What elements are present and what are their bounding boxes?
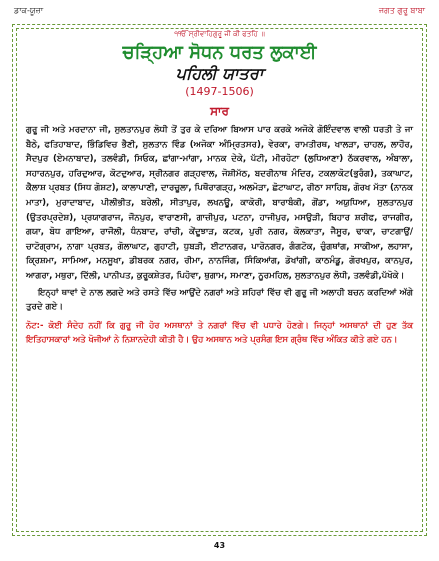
running-header-right: ਜਗਤ ਗੁਰੂ ਬਾਬਾ [378,6,425,15]
running-header-left: ਡਾਕ-ਯੂਜ਼ਾ [14,6,44,15]
chapter-years: (1497-1506) [185,85,254,98]
page-content [26,28,413,347]
second-paragraph: ਇਨ੍ਹਾਂ ਥਾਵਾਂ ਦੇ ਨਾਲ ਲਗਦੇ ਅਤੇ ਰਸਤੇ ਵਿੱਚ ਆਉਂਦੇ ਨਗਰਾਂ ਅਤੇ ਸ਼ਹਿਰਾਂ ਵਿੱਚ ਵੀ ਗੁਰੂ ਜੀ ਅਲਾਹੀ ਬਚਨ ਕਰਦਿਆਂ ਅੱਗੇ ਤੁਰਦੇ ਗਏ। [26,287,413,313]
chapter-title: ਚੜ੍ਹਿਆ ਸੋਧਨ ਧਰਤ ਲੁਕਾਈ [122,42,317,63]
note-paragraph: ਨੋਟ:- ਕੋਈ ਸੰਦੇਹ ਨਹੀਂ ਕਿ ਗੁਰੂ ਜੀ ਹੋਰ ਅਸਥਾਨਾਂ ਤੇ ਨਗਰਾਂ ਵਿੱਚ ਵੀ ਪਧਾਰੇ ਹੋਣਗੇ। ਜਿਨ੍ਹਾਂ ਅਸਥਾਨਾਂ ਦੀ ਹੁਣ ਤੱਕ ਇਤਿਹਾਸਕਾਰਾਂ ਅਤੇ ਖੋਜੀਆਂ ਨੇ ਨਿਸ਼ਾਨਦੇਹੀ ਕੀਤੀ ਹੈ। ਉਹ ਅਸਥਾਨ ਅਤੇ ਪ੍ਰਸੰਗ ਇਸ ਗ੍ਰੰਥ ਵਿੱਚ ਅੰਕਿਤ ਕੀਤੇ ਗਏ ਹਨ। [26,319,413,345]
invocation-line: ੧ੴ ਸ੍ਰੀਵਾਹਿਗੁਰੂ ਜੀ ਕੀ ਫਤਹਿ ॥ [174,30,265,38]
summary-paragraph: ਗੁਰੂ ਜੀ ਅਤੇ ਮਰਦਾਨਾ ਜੀ, ਸੁਲਤਾਨਪੁਰ ਲੋਧੀ ਤੋਂ ਤੁਰ ਕੇ ਦਰਿਆ ਬਿਆਸ ਪਾਰ ਕਰਕੇ ਅਜੋਕੇ ਗੋਇੰਦਵਾਲ ਵਾਲੀ ਧਰਤੀ ਤੇ ਜਾ ਬੈਠੇ, ਫਤਿਹਾਬਾਦ, ਭਿੰਡਿਵਿਚ ਭੈਣੀ, ਸੁਲਤਾਨ ਵਿੰਡ (ਅਜੋਕਾ ਅੰਮ੍ਰਿਤਸਰ), ਵੇਰਕਾ, ਰਾਮਤੀਰਥ, ਖਾਲੜਾ, ਚਾਹਲ, ਲਾਹੌਰ, ਸੈਦਪੁਰ (ਏਮਨਾਬਾਦ), ਤਲਵੰਡੀ, ਸਿਓਕ, ਛਾਂਗਾ-ਮਾਂਗਾ, ਮਾਨਕ ਦੇਕੇ, ਪੱਟੀ, ਮੀਰਹੋਟਾ (ਲੁਧਿਆਣਾ) ਠੱਕਰਵਾਲ, ਅੰਬਾਲਾ, ਸਹਾਰਨਪੁਰ, ਹਰਿਦੁਆਰ, ਕੋਟਦੁਆਰ, ਸ੍ਰੀਨਗਰ ਗੜ੍ਹਵਾਲ, ਜੋਸ਼ੀਮੱਠ, ਬਦਰੀਨਾਥ ਮੰਦਿਰ, ਟਕਲਾਕੋਟ(ਭੁਰੰਗ), ਤਕਾਘਾਟ, ਕੈਲਾਸ਼ ਪ੍ਰਬਤ (ਸਿਧ ਗੋਸ਼ਟ), ਕਾਲਾਪਾਣੀ, ਦਾਰਚੂਲਾ, ਪਿਥੌਰਾਗੜ੍ਹ, ਅਲਮੋੜਾ, ਛੋਟਾਘਾਟ, ਰੀਠਾ ਸਾਹਿਬ, ਗੋਰਖ ਮੱਤਾ (ਨਾਨਕ ਮਾਤਾ), ਮੁਰਾਦਾਬਾਦ, ਪੀਲੀਭੀਤ, ਬਰੇਲੀ, ਸੀਤਾਪੁਰ, ਲਖਨਊ, ਕਾਕੋਰੀ, ਬਾਰਾਬੰਕੀ, ਗੋਂਡਾ, ਅਯੁਧਿਆ, ਸੁਲਤਾਨਪੁਰ (ਉਤਰਪ੍ਰਦੇਸ਼), ਪ੍ਰਯਾਗਰਾਜ, ਜੌਨਪੁਰ, ਵਾਰਾਣਸੀ, ਗਾਜ਼ੀਪੁਰ, ਪਟਨਾ, ਹਾਜੀਪੁਰ, ਮਸਉੜੀ, ਬਿਹਾਰ ਸ਼ਰੀਫ, ਰਾਜਗੀਰ, ਗਯਾ, ਬੋਧ ਗਾਇਆ, ਰਾਜੌਲੀ, ਧੰਨਬਾਦ, ਰਾਂਚੀ, ਕੇਂਦੂਝਾੜ, ਕਟਕ, ਪੁਰੀ ਨਗਰ, ਕੋਲਕਾਤਾ, ਜੈਸੂਰ, ਢਾਕਾ, ਚਾਟਗਾਉਂ/ਚਾਟੋਗ੍ਰਾਮ, ਨਾਗਾ ਪ੍ਰਬਤ, ਗੋਲਾਘਾਟ, ਗੁਹਾਟੀ, ਧੁਬੜੀ, ਈਟਾਨਗਰ, ਪਾਰੋਨਗਰ, ਗੰਗਟੋਕ, ਚੁੰਗਥਾਂਗ, ਸਾਕੀਆ, ਲਹਾਸਾ, ਕ੍ਰਿਸ਼ਮਾ, ਸਾਮਿਆ, ਮਨਸੂਖਾ, ਡੀਬਰਕ ਨਗਰ, ਰੀਮਾ, ਨਾਨਜਿੰਗ, ਸਿੰਕਿਆਂਗ, ਡੋਖਾਂਗੀ, ਕਾਠਮੰਡੂ, ਗੋਰਖਪੁਰ, ਕਾਨਪੁਰ, ਆਗਰਾ, ਮਥੁਰਾ, ਦਿੱਲੀ, ਪਾਨੀਪਤ, ਕੁਰੂਕਸ਼ੇਤਰ, ਪਿਹੋਵਾ, ਥੁਗਾਮ, ਸਮਾਣਾ, ਨੂਰਮਹਿਲ, ਸੁਲਤਾਨਪੁਰ ਲੋਧੀ, ਤਲਵੰਡੀ,ਪੱਖੋਕੇ। [26,125,413,281]
section-heading: ਸਾਰ [210,104,229,118]
page-number: 43 [213,541,226,550]
chapter-subtitle: ਪਹਿਲੀ ਯਾਤਰਾ [175,64,264,83]
